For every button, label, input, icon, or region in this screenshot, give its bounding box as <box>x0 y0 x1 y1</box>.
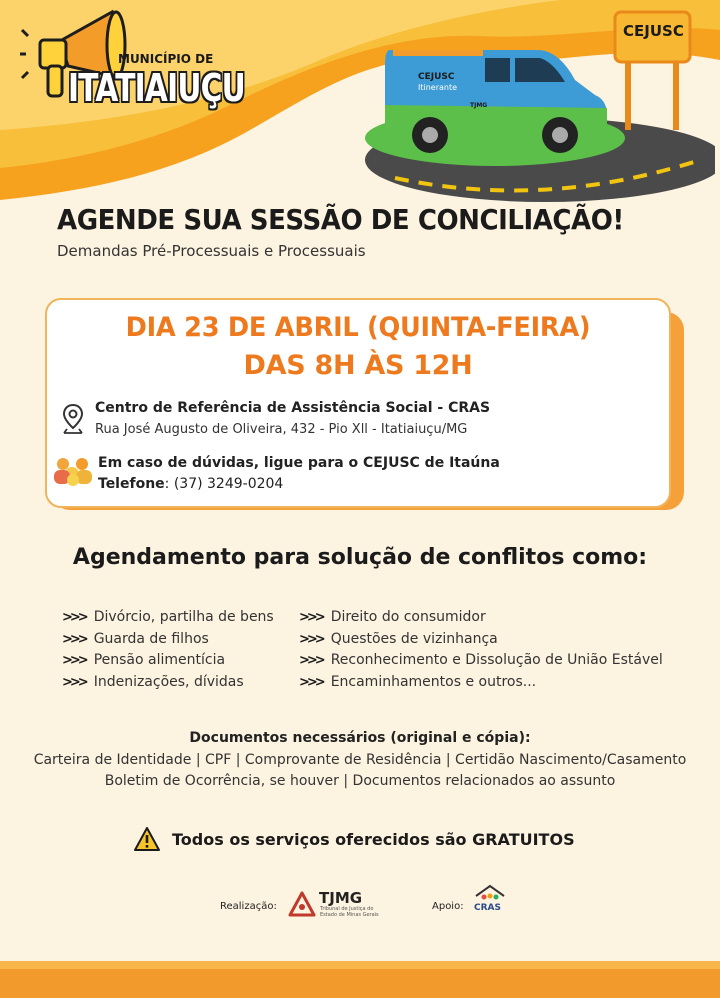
event-date: DIA 23 DE ABRIL (QUINTA-FEIRA) <box>125 312 591 343</box>
realizacao-label: Realização: <box>220 901 277 912</box>
documents-title: Documentos necessários (original e cópia): <box>189 730 531 746</box>
tjmg-subtitle: Tribunal de Justiça do Estado de Minas Gerais <box>320 906 379 918</box>
cejusc-sign-text: CEJUSC <box>623 22 684 40</box>
van-brand-text: CEJUSC <box>418 72 455 82</box>
help-text: Em caso de dúvidas, ligue para o CEJUSC de Itaúna <box>98 455 500 471</box>
bottom-bar-stripe <box>0 961 720 969</box>
list-item: >>> Pensão alimentícia <box>62 652 226 668</box>
list-item: >>> Guarda de filhos <box>62 630 209 647</box>
arrow-icon: >>> <box>62 610 86 625</box>
list-item: >>> Divórcio, partilha de bens <box>62 609 274 625</box>
arrow-icon: >>> <box>62 653 86 668</box>
apoio-label: Apoio: <box>432 901 464 912</box>
location-address: Rua José Augusto de Oliveira, 432 - Pio Xll - Itatiaiuçu/MG <box>95 422 468 437</box>
phone-number: : (37) 3249-0204 <box>164 476 284 492</box>
warning-icon <box>133 826 161 852</box>
page-headline: AGENDE SUA SESSÃO DE CONCILIAÇÃO! <box>57 203 624 236</box>
location-title: Centro de Referência de Assistência Social - CRAS <box>95 400 491 416</box>
arrow-icon: >>> <box>299 674 323 690</box>
cras-name: CRAS <box>474 903 501 913</box>
van-subtitle-text: Itinerante <box>418 83 458 92</box>
tjmg-name: TJMG <box>319 889 363 907</box>
services-list-right <box>299 609 663 695</box>
list-item: >>> Questões de vizinhança <box>299 630 498 647</box>
cras-logo-icon <box>472 884 508 904</box>
tjmg-logo-icon <box>288 891 316 917</box>
phone-line <box>98 476 283 492</box>
list-item: >>> Indenizações, dívidas <box>62 673 244 690</box>
event-time: DAS 8H ÀS 12H <box>243 350 473 381</box>
page-subheadline: Demandas Pré-Processuais e Processuais <box>57 242 366 260</box>
free-services-notice: Todos os serviços oferecidos são GRATUITOS <box>172 830 575 849</box>
logo-municipio-label: MUNICÍPIO DE <box>118 52 214 66</box>
location-pin-icon <box>62 403 84 435</box>
list-item: >>> Reconhecimento e Dissolução de União Estável <box>299 652 663 668</box>
list-item: >>> Encaminhamentos e outros... <box>299 673 537 690</box>
section-title: Agendamento para solução de conflitos como: <box>72 545 648 570</box>
van-tag-text: TJMG <box>470 102 488 109</box>
phone-label: Telefone <box>98 476 165 492</box>
documents-line-1: Carteira de Identidade | CPF | Comprovante de Residência | Certidão Nascimento/Casamento <box>33 752 687 768</box>
services-list-left <box>62 609 274 695</box>
documents-line-2: Boletim de Ocorrência, se houver | Documentos relacionados ao assunto <box>104 773 616 789</box>
list-item: >>> Direito do consumidor <box>299 609 486 625</box>
arrow-icon: >>> <box>62 631 86 647</box>
help-group-icon <box>52 454 94 488</box>
arrow-icon: >>> <box>299 610 323 625</box>
logo-city-name: ITATIAIUÇU <box>68 66 245 110</box>
arrow-icon: >>> <box>299 631 323 647</box>
arrow-icon: >>> <box>62 674 86 690</box>
arrow-icon: >>> <box>299 653 323 668</box>
